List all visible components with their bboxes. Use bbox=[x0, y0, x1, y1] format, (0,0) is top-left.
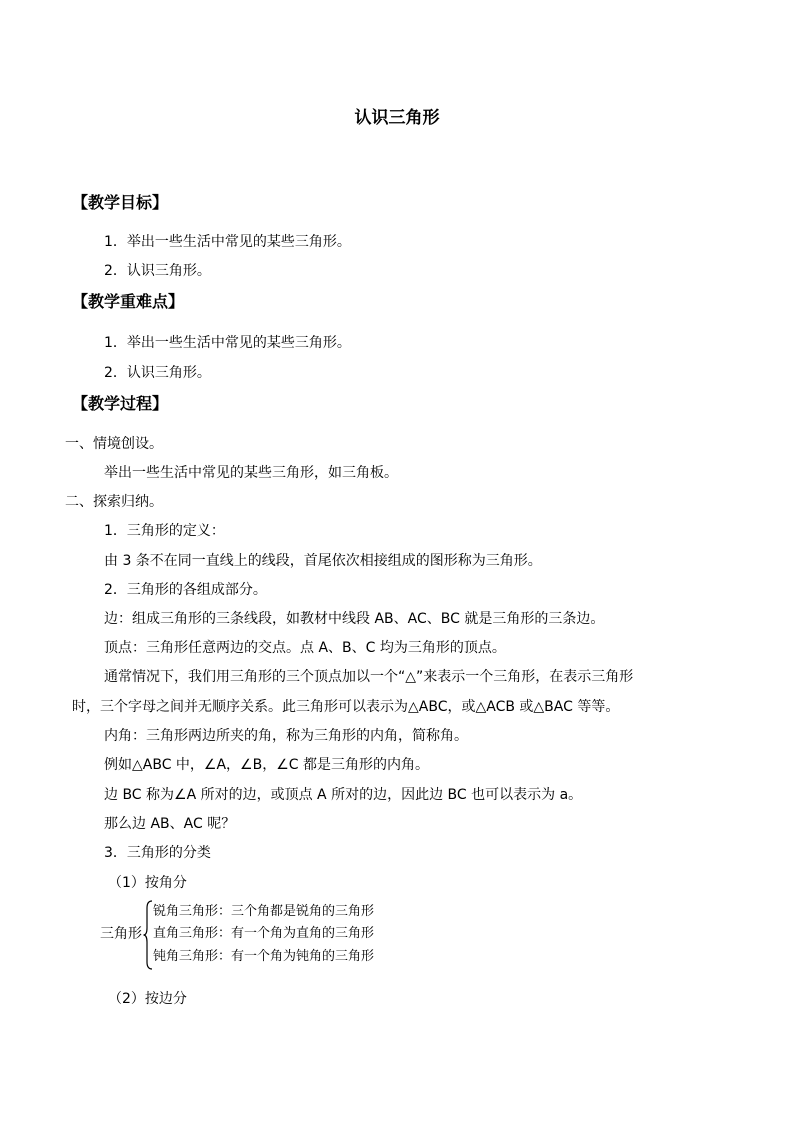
brace-label: 三角形 bbox=[100, 926, 142, 942]
key-points-heading: 【教学重难点】 bbox=[72, 292, 185, 311]
section-1-text: 举出一些生活中常见的某些三角形，如三角板。 bbox=[104, 465, 398, 481]
by-angle-title: （1）按角分 bbox=[108, 875, 187, 891]
curly-brace-icon bbox=[143, 900, 153, 970]
question-text: 那么边 AB、AC 呢？ bbox=[104, 816, 236, 832]
key-point-item-2: 2．认识三角形。 bbox=[104, 365, 211, 381]
angle-example: 例如△ABC 中，∠A，∠B，∠C 都是三角形的内角。 bbox=[104, 757, 429, 773]
parts-title: 2．三角形的各组成部分。 bbox=[104, 582, 267, 598]
definition-title: 1．三角形的定义： bbox=[104, 523, 225, 539]
opposite-side-text: 边 BC 称为∠A 所对的边，或顶点 A 所对的边，因此边 BC 也可以表示为 a。 bbox=[104, 787, 583, 803]
document-title: 认识三角形 bbox=[354, 108, 440, 128]
classification-title: 3．三角形的分类 bbox=[104, 845, 211, 861]
brace-item-obtuse: 钝角三角形：有一个角为钝角的三角形 bbox=[153, 949, 375, 964]
brace-item-right: 直角三角形：有一个角为直角的三角形 bbox=[153, 926, 375, 941]
notation-text-1: 通常情况下，我们用三角形的三个顶点加以一个“△”来表示一个三角形，在表示三角形 bbox=[104, 669, 634, 685]
section-1-title: 一、情境创设。 bbox=[65, 436, 163, 452]
definition-text: 由 3 条不在同一直线上的线段，首尾依次相接组成的图形称为三角形。 bbox=[104, 553, 542, 569]
section-2-title: 二、探索归纳。 bbox=[65, 494, 163, 510]
angle-text: 内角：三角形两边所夹的角，称为三角形的内角，简称角。 bbox=[104, 728, 468, 744]
edge-text: 边：组成三角形的三条线段，如教材中线段 AB、AC、BC 就是三角形的三条边。 bbox=[104, 611, 605, 627]
process-heading: 【教学过程】 bbox=[72, 394, 169, 413]
objectives-heading: 【教学目标】 bbox=[72, 193, 169, 212]
objective-item-1: 1．举出一些生活中常见的某些三角形。 bbox=[104, 234, 351, 250]
notation-text-2: 时，三个字母之间并无顺序关系。此三角形可以表示为△ABC，或△ACB 或△BAC 等等。 bbox=[72, 699, 620, 715]
brace-item-acute: 锐角三角形：三个角都是锐角的三角形 bbox=[153, 904, 375, 919]
key-point-item-1: 1．举出一些生活中常见的某些三角形。 bbox=[104, 335, 351, 351]
objective-item-2: 2．认识三角形。 bbox=[104, 263, 211, 279]
by-side-title: （2）按边分 bbox=[108, 991, 187, 1007]
vertex-text: 顶点：三角形任意两边的交点。点 A、B、C 均为三角形的顶点。 bbox=[104, 640, 506, 656]
